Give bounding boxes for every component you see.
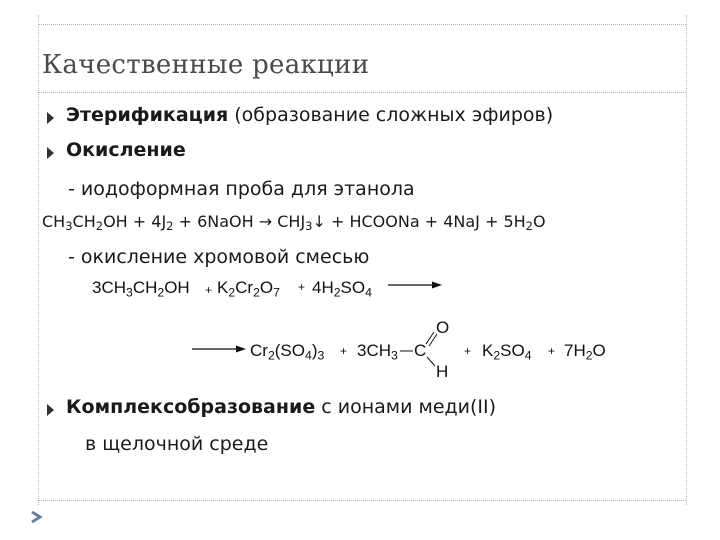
guide-line-top xyxy=(38,24,686,25)
slide-title: Качественные реакции xyxy=(42,50,370,80)
item-complexation-line2: в щелочной среде xyxy=(85,433,269,455)
plus-sign: + xyxy=(464,344,472,358)
aldehyde-hydrogen: H xyxy=(436,362,449,381)
product-potassium-sulfate: $K_2SO_4$ xyxy=(482,341,532,363)
next-slide-arrow-icon[interactable] xyxy=(30,510,52,524)
plus-sign: + xyxy=(340,344,348,358)
item-esterification: Этерификация (образование сложных эфиров) xyxy=(66,104,554,126)
product-chromium-sulfate: $Cr_2(SO_4)_3$ xyxy=(250,341,325,363)
reaction-arrow-icon xyxy=(192,344,246,354)
plus-sign: + xyxy=(298,280,306,294)
equation-iodoform: $CH_3CH_2OH + 4J_2$ + 6NaOH → $CHJ_3↓$ + HCOONa + $4NaJ + 5H_2O$ xyxy=(42,212,546,234)
guide-line-left xyxy=(38,15,39,505)
bullet-triangle-icon xyxy=(47,147,54,159)
plus-sign: + xyxy=(205,283,213,297)
subitem-chromic-oxidation: - окисление хромовой смесью xyxy=(68,246,370,268)
bullet-triangle-icon xyxy=(47,404,54,416)
guide-line-bottom xyxy=(38,500,686,501)
bullet-triangle-icon xyxy=(47,112,54,124)
reaction-arrow-icon xyxy=(388,280,442,290)
aldehyde-oxygen: O xyxy=(436,318,450,337)
reactant-ethanol: $3CH_3CH_2OH$ xyxy=(92,278,190,300)
item-oxidation: Окисление xyxy=(66,139,186,161)
product-water: $7H_2O$ xyxy=(564,341,606,363)
plus-sign: + xyxy=(548,344,556,358)
guide-line-title xyxy=(38,92,686,93)
subitem-iodoform: - иодоформная проба для этанола xyxy=(68,178,415,200)
guide-line-right xyxy=(686,15,687,505)
product-acetaldehyde-ch3: $3CH_3$ xyxy=(357,341,398,363)
item-complexation: Комплексобразование с ионами меди(II) xyxy=(66,396,497,418)
aldehyde-carbon: C xyxy=(414,341,427,360)
reactant-dichromate: $K_2Cr_2O_7$ xyxy=(217,278,280,300)
reactant-sulfuric-acid: $4H_2SO_4$ xyxy=(312,278,372,300)
